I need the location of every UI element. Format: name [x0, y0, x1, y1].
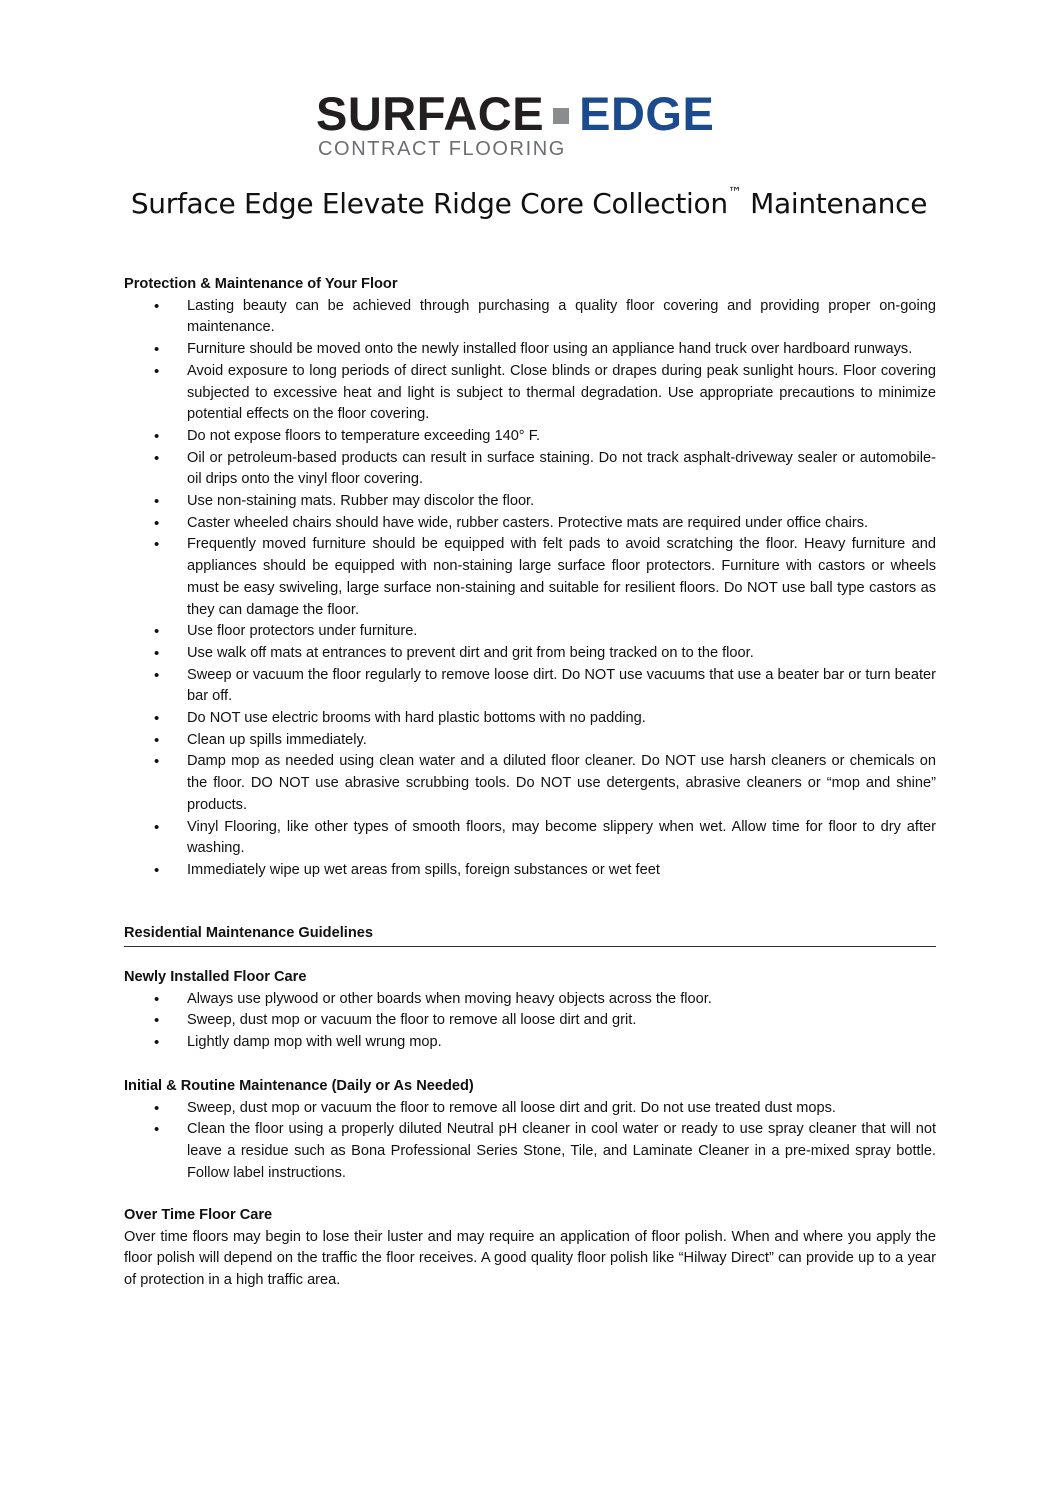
- protection-list: [124, 296, 936, 882]
- section-heading: Residential Maintenance Guidelines: [124, 923, 936, 947]
- title-rest: Maintenance: [750, 187, 928, 220]
- list-item: • Oil or petroleum-based products can result in surface staining. Do not track asphalt-driveway sealer or automobile-oil drips onto the vinyl floor covering.: [124, 448, 936, 491]
- logo-subtitle: CONTRACT FLOORING: [318, 138, 566, 160]
- protection-section: [124, 274, 936, 882]
- over-time-paragraph: Over time floors may begin to lose their luster and may require an application of floor polish. When and where you apply the floor polish will depend on the traffic the floor receives. A good quality floor polish like “Hilway Direct” can provide up to a year of protection in a high traffic area.: [124, 1228, 936, 1289]
- section-heading: Over Time Floor Care: [124, 1207, 273, 1223]
- list-item: • Furniture should be moved onto the newly installed floor using an appliance hand truck over hardboard runways.: [124, 339, 936, 361]
- surface-edge-logo: [316, 88, 766, 161]
- list-item: • Sweep or vacuum the floor regularly to remove loose dirt. Do NOT use vacuums that use a beater bar or turn beater bar off.: [124, 665, 936, 708]
- logo-square-icon: [553, 108, 569, 124]
- routine-maintenance-list: [124, 1098, 936, 1185]
- section-heading: Newly Installed Floor Care: [124, 969, 307, 985]
- list-item: • Lasting beauty can be achieved through purchasing a quality floor covering and providing proper on-going maintenance.: [124, 296, 936, 339]
- list-item: • Damp mop as needed using clean water and a diluted floor cleaner. Do NOT use harsh cleaners or chemicals on the floor. DO NOT use abrasive scrubbing tools. Do NOT use detergents, abrasive cleaners or “mop and shine” products.: [124, 751, 936, 816]
- list-item: • Immediately wipe up wet areas from spills, foreign substances or wet feet: [124, 860, 936, 882]
- residential-section: [124, 923, 936, 947]
- list-item: • Use walk off mats at entrances to prevent dirt and grit from being tracked on to the floor.: [124, 643, 936, 665]
- list-item: • Frequently moved furniture should be equipped with felt pads to avoid scratching the floor. Heavy furniture and appliances should be equipped with non-staining large surface floor protectors. Furniture with castors or wheels must be easy swiveling, large surface non-staining and suitable for resilient floors. Do NOT use ball type castors as they can damage the floor.: [124, 534, 936, 621]
- list-item: • Use floor protectors under furniture.: [124, 621, 936, 643]
- document-title: [0, 187, 1058, 220]
- list-item: • Sweep, dust mop or vacuum the floor to remove all loose dirt and grit.: [124, 1010, 936, 1032]
- list-item: • Lightly damp mop with well wrung mop.: [124, 1032, 936, 1054]
- logo-wordmark: [316, 88, 766, 140]
- title-main: Surface Edge Elevate Ridge Core Collection: [130, 187, 728, 220]
- list-item: • Vinyl Flooring, like other types of smooth floors, may become slippery when wet. Allow time for floor to dry after washing.: [124, 817, 936, 860]
- list-item: • Avoid exposure to long periods of direct sunlight. Close blinds or drapes during peak sunlight hours. Floor covering subjected to excessive heat and light is subject to thermal degradation. Use appropriate precautions to minimize potential effects on the floor covering.: [124, 361, 936, 426]
- section-heading: Protection & Maintenance of Your Floor: [124, 276, 398, 292]
- logo-word-surface: SURFACE: [316, 87, 545, 140]
- list-item: • Caster wheeled chairs should have wide, rubber casters. Protective mats are required under office chairs.: [124, 513, 936, 535]
- section-heading: Initial & Routine Maintenance (Daily or As Needed): [124, 1078, 474, 1094]
- list-item: • Sweep, dust mop or vacuum the floor to remove all loose dirt and grit. Do not use treated dust mops.: [124, 1098, 936, 1120]
- newly-installed-section: [124, 967, 936, 1054]
- list-item: • Use non-staining mats. Rubber may discolor the floor.: [124, 491, 936, 513]
- newly-installed-list: [124, 989, 936, 1054]
- list-item: • Clean the floor using a properly diluted Neutral pH cleaner in cool water or ready to use spray cleaner that will not leave a residue such as Bona Professional Series Stone, Tile, and Laminate Cleaner in a pre-mixed spray bottle. Follow label instructions.: [124, 1119, 936, 1184]
- list-item: • Clean up spills immediately.: [124, 730, 936, 752]
- trademark-symbol: ™: [727, 185, 742, 201]
- list-item: • Do NOT use electric brooms with hard plastic bottoms with no padding.: [124, 708, 936, 730]
- over-time-section: [124, 1205, 936, 1292]
- list-item: • Do not expose floors to temperature exceeding 140° F.: [124, 426, 936, 448]
- list-item: • Always use plywood or other boards when moving heavy objects across the floor.: [124, 989, 936, 1011]
- routine-maintenance-section: [124, 1076, 936, 1185]
- logo-word-edge: EDGE: [579, 87, 715, 140]
